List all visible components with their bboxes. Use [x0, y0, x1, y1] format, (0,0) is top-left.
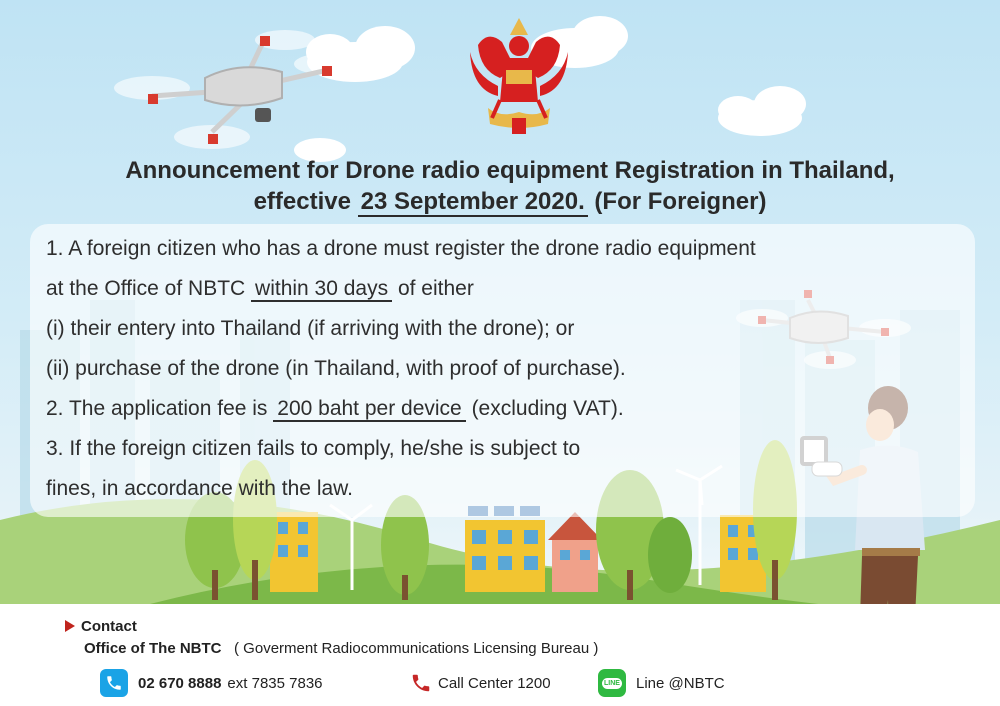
body-line-5	[46, 389, 946, 429]
body-line-1: 1. A foreign citizen who has a drone must register the drone radio equipment	[46, 237, 756, 260]
contact-section	[0, 604, 1000, 706]
announcement-body	[46, 229, 946, 509]
body-line-6: 3. If the foreign citizen fails to comply, he/she is subject to	[46, 437, 581, 460]
body-line-4: (ii) purchase of the drone (in Thailand, with proof of purchase).	[46, 357, 626, 380]
call-center-label: Call Center 1200	[438, 674, 551, 692]
line-badge: LINE	[604, 679, 620, 687]
title-line-1: Announcement for Drone radio equipment Registration in Thailand,	[125, 157, 895, 184]
line-contact[interactable]	[598, 668, 725, 698]
line-icon	[598, 669, 626, 697]
body-line-5-suffix: (excluding VAT).	[465, 397, 624, 420]
call-center-contact[interactable]	[410, 668, 551, 698]
title-line-2	[40, 186, 980, 217]
contact-heading-label: Contact	[81, 618, 137, 635]
deadline-highlight: within 30 days	[251, 277, 392, 302]
body-line-7: fines, in accordance with the law.	[46, 477, 354, 500]
phone-icon	[100, 669, 128, 697]
title-effective-date: 23 September 2020.	[358, 188, 588, 217]
fee-highlight: 200 baht per device	[273, 397, 465, 422]
body-line-2-suffix: of either	[392, 277, 474, 300]
line-id: Line @NBTC	[636, 674, 725, 692]
body-line-2	[46, 269, 946, 309]
org-detail: ( Goverment Radiocommunications Licensing Bureau )	[234, 640, 599, 657]
contact-organization	[84, 640, 598, 657]
contact-heading	[65, 618, 137, 635]
handset-icon	[410, 672, 432, 694]
phone-contact[interactable]	[100, 668, 323, 698]
announcement-title	[40, 155, 980, 217]
title-effective-label: effective	[253, 188, 358, 215]
body-line-5-prefix: 2. The application fee is	[46, 397, 274, 420]
title-audience: (For Foreigner)	[587, 188, 767, 215]
arrow-right-icon	[65, 620, 75, 632]
body-line-2-prefix: at the Office of NBTC	[46, 277, 252, 300]
org-name: Office of The NBTC	[84, 640, 222, 657]
phone-extension: ext 7835 7836	[227, 674, 323, 692]
body-line-3: (i) their entery into Thailand (if arriving with the drone); or	[46, 317, 575, 340]
phone-number: 02 670 8888	[138, 674, 222, 692]
